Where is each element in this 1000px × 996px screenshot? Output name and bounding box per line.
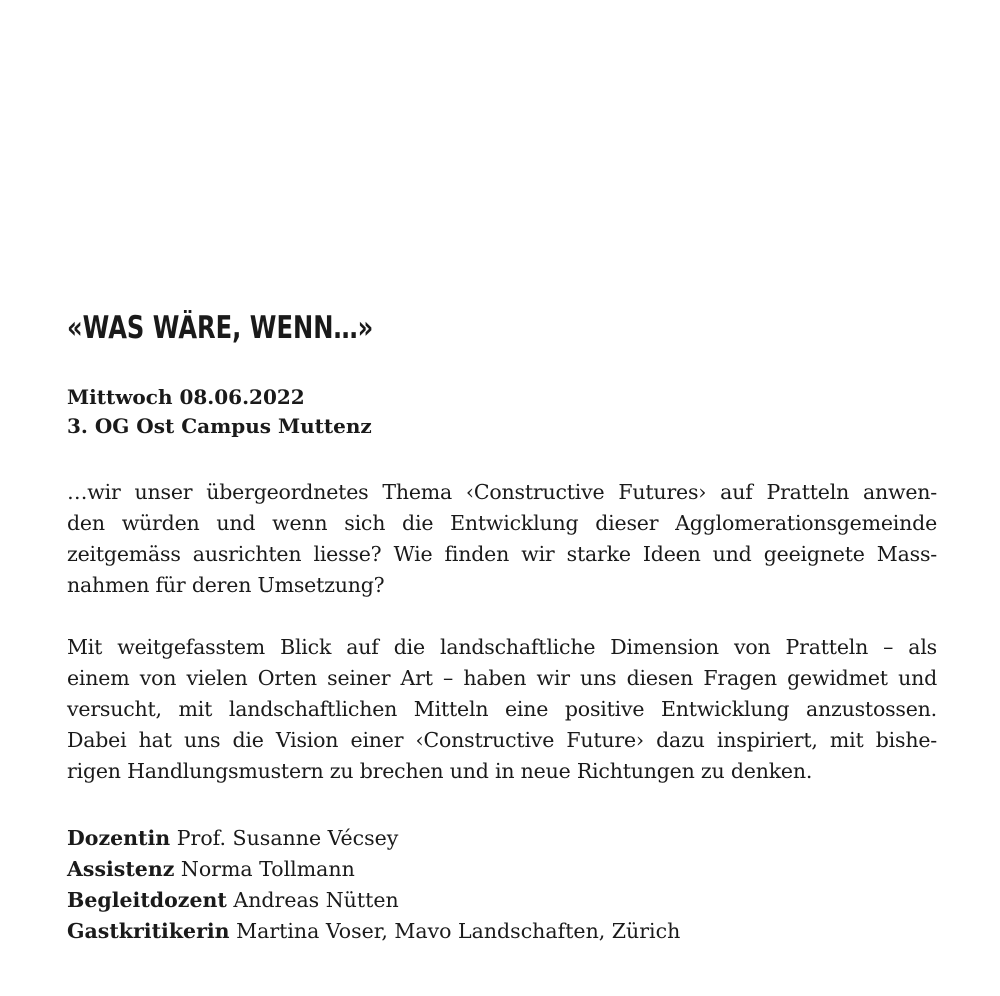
credit-role: Begleitdozent: [67, 888, 227, 912]
text-line: versucht, mit landschaftlichen Mitteln eine positive Entwicklung anzustossen.: [67, 697, 937, 721]
text-line: Mit weitgefasstem Blick auf die landschaftliche Dimension von Pratteln – als: [67, 635, 937, 659]
text-line: zeitgemäss ausrichten liesse? Wie finden wir starke Ideen und geeignete Mass-: [67, 542, 937, 566]
event-location: 3. OG Ost Campus Muttenz: [67, 414, 372, 438]
text-line: den würden und wenn sich die Entwicklung dieser Agglomerationsgemeinde: [67, 511, 937, 535]
credit-name: Norma Tollmann: [180, 857, 355, 881]
credit-row: [67, 823, 937, 854]
credit-role: Gastkritikerin: [67, 919, 230, 943]
credit-role: Assistenz: [67, 857, 175, 881]
credit-name: Prof. Susanne Vécsey: [176, 826, 399, 850]
credit-row: [67, 854, 937, 885]
document-page: [67, 308, 937, 947]
credit-name: Martina Voser, Mavo Landschaften, Zürich: [236, 919, 681, 943]
text-line: rigen Handlungsmustern zu brechen und in neue Richtungen zu denken.: [67, 759, 813, 783]
text-line: Dabei hat uns die Vision einer ‹Constructive Future› dazu inspiriert, mit bishe-: [67, 728, 937, 752]
event-date: Mittwoch 08.06.2022: [67, 385, 305, 409]
credit-role: Dozentin: [67, 826, 171, 850]
credit-row: [67, 916, 937, 947]
text-line: einem von vielen Orten seiner Art – haben wir uns diesen Fragen gewidmet und: [67, 666, 937, 690]
credit-name: Andreas Nütten: [233, 888, 399, 912]
page-title: «WAS WÄRE, WENN…»: [67, 310, 374, 346]
body-paragraph: [67, 632, 937, 787]
event-info: [67, 383, 937, 441]
credits-list: [67, 823, 937, 947]
intro-paragraph: [67, 477, 937, 601]
text-line: …wir unser übergeordnetes Thema ‹Constructive Futures› auf Pratteln anwen-: [67, 480, 937, 504]
credit-row: [67, 885, 937, 916]
text-line: nahmen für deren Umsetzung?: [67, 573, 385, 597]
